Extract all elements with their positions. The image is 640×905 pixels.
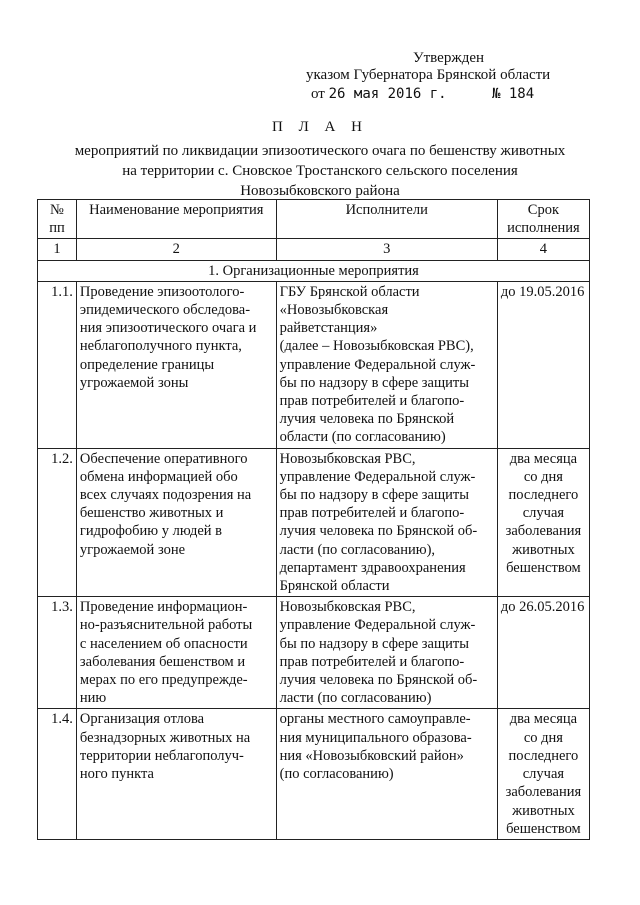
plan-table	[37, 199, 590, 840]
table-header-row	[38, 200, 590, 239]
approval-number: № 184	[492, 86, 535, 102]
approval-line-date	[311, 86, 535, 103]
section-title: 1. Организационные мероприятия	[38, 260, 590, 281]
table-row	[38, 448, 590, 597]
row-number: 1.2.	[38, 448, 77, 597]
column-number-4: 4	[497, 239, 589, 260]
row-number: 1.3.	[38, 597, 77, 709]
deadline: до 26.05.2016	[497, 597, 589, 709]
row-number: 1.1.	[38, 281, 77, 448]
deadline: два месяца со дня последнего случая заболевания животных бешенством	[497, 448, 589, 597]
section-row	[38, 260, 590, 281]
deadline: до 19.05.2016	[497, 281, 589, 448]
activity-name: Проведение информацион- но-разъяснительной работы с населением об опасности заболевания бешенством и мерах по его предупрежде- нию	[76, 597, 276, 709]
column-number-1: 1	[38, 239, 77, 260]
document-subtitle-line-2: на территории с. Сновское Тростанского сельского поселения	[122, 163, 518, 179]
table-row	[38, 709, 590, 839]
document-subtitle-line-1: мероприятий по ликвидации эпизоотического очага по бешенству животных	[74, 143, 566, 159]
table-row	[38, 281, 590, 448]
document-title: П Л А Н	[272, 119, 368, 135]
approval-line-approved: Утвержден	[413, 50, 485, 66]
executors: ГБУ Брянской области «Новозыбковская райветстанция» (далее – Новозыбковская РВС), управление Федеральной служ- бы по надзору в сфере защиты прав потребителей и благопо- лучия человека по Брянской области (по согласованию)	[276, 281, 497, 448]
approval-date: 26 мая 2016 г.	[328, 86, 447, 102]
approval-from-label: от	[311, 86, 325, 102]
header-deadline: Срок исполнения	[497, 200, 589, 239]
executors: органы местного самоуправле- ния муниципального образова- ния «Новозыбковский район» (по согласованию)	[276, 709, 497, 839]
executors: Новозыбковская РВС, управление Федеральной служ- бы по надзору в сфере защиты прав потребителей и благопо- лучия человека по Брянской об- ласти (по согласованию)	[276, 597, 497, 709]
activity-name: Организация отлова безнадзорных животных на территории неблагополуч- ного пункта	[76, 709, 276, 839]
table-row	[38, 597, 590, 709]
header-activity-name: Наименование мероприятия	[76, 200, 276, 239]
header-number: № пп	[38, 200, 77, 239]
header-executors: Исполнители	[276, 200, 497, 239]
activity-name: Проведение эпизоотолого- эпидемического обследова- ния эпизоотического очага и неблагополучного пункта, определение границы угрожаемой зоны	[76, 281, 276, 448]
document-heading	[0, 117, 640, 201]
column-number-3: 3	[276, 239, 497, 260]
deadline: два месяца со дня последнего случая заболевания животных бешенством	[497, 709, 589, 839]
activity-name: Обеспечение оперативного обмена информацией обо всех случаях подозрения на бешенство животных и гидрофобию у людей в угрожаемой зоне	[76, 448, 276, 597]
column-number-2: 2	[76, 239, 276, 260]
approval-line-decree: указом Губернатора Брянской области	[306, 67, 551, 83]
document-subtitle-line-3: Новозыбковского района	[240, 183, 400, 199]
column-number-row	[38, 239, 590, 260]
row-number: 1.4.	[38, 709, 77, 839]
executors: Новозыбковская РВС, управление Федеральной служ- бы по надзору в сфере защиты прав потребителей и благопо- лучия человека по Брянской об- ласти (по согласованию), департамент здравоохранения Брянской области	[276, 448, 497, 597]
